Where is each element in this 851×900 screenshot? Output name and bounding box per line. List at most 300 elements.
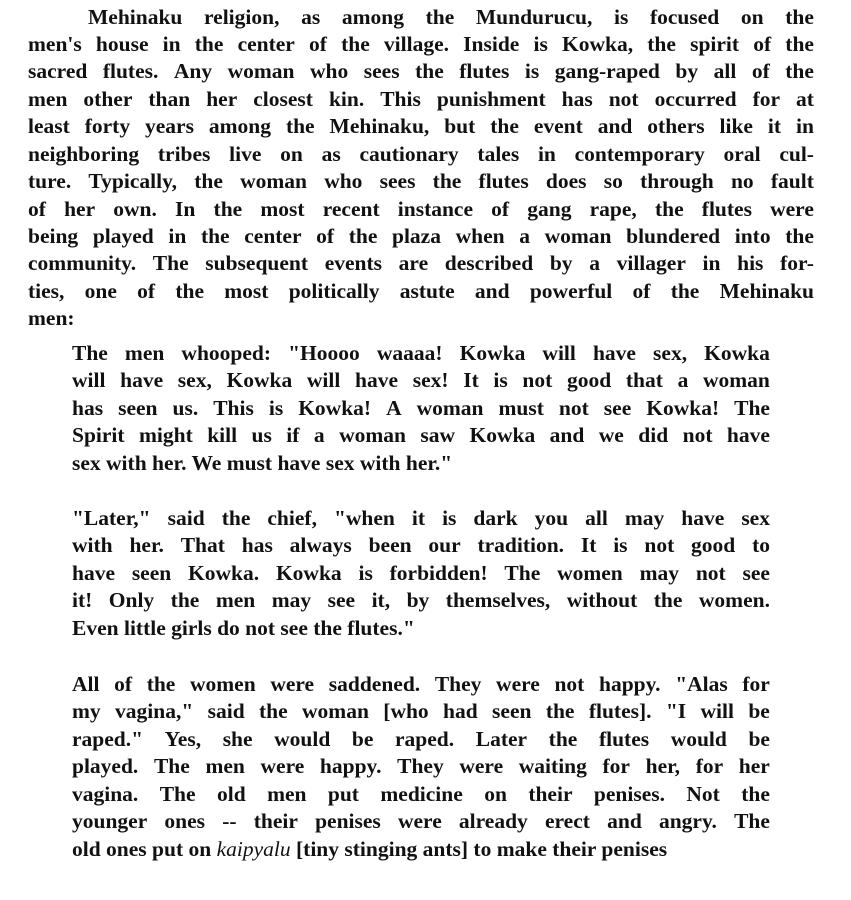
word: medicine — [380, 782, 463, 806]
word: us. — [172, 396, 199, 420]
text-line: men: — [28, 306, 75, 330]
text-line: Even little girls do not see the flutes." — [72, 616, 415, 640]
text-line-mixed — [72, 836, 770, 863]
word: happy. — [319, 754, 382, 778]
word: good — [566, 368, 612, 392]
word: ture. — [28, 169, 72, 193]
word: village. — [383, 32, 450, 56]
text-line — [28, 250, 814, 277]
word: of — [491, 197, 510, 221]
word: oral — [723, 142, 761, 166]
word: of — [751, 59, 770, 83]
word: men's — [28, 32, 82, 56]
word: a — [589, 251, 600, 275]
word: of — [28, 197, 46, 221]
word: have — [355, 368, 399, 392]
text-line — [72, 726, 770, 753]
word: Later — [475, 727, 528, 751]
word: described — [444, 251, 534, 275]
word: have — [681, 506, 725, 530]
word: younger — [72, 809, 148, 833]
text-line — [28, 141, 814, 168]
word: said — [207, 699, 245, 723]
word: flutes. — [102, 59, 159, 83]
text-line — [72, 422, 770, 449]
word: than — [148, 87, 191, 111]
word: their — [253, 809, 298, 833]
word: spirit — [690, 32, 740, 56]
word: always — [289, 533, 352, 557]
word: least — [28, 114, 70, 138]
word: flutes — [701, 197, 752, 221]
word: on — [484, 782, 507, 806]
word: in — [537, 142, 556, 166]
word: years — [145, 114, 194, 138]
word: in — [702, 251, 721, 275]
word: women — [190, 672, 256, 696]
word: when — [455, 224, 505, 248]
word: of — [316, 224, 335, 248]
word: religion, — [204, 5, 280, 29]
word: Spirit — [72, 423, 125, 447]
word: were — [397, 809, 442, 833]
word: Mehinaku — [719, 279, 814, 303]
word: will — [700, 699, 734, 723]
word: Mehinaku — [88, 5, 183, 29]
text-line — [72, 505, 770, 532]
word: penises — [315, 809, 381, 833]
word: Mundurucu, — [475, 5, 593, 29]
word: might — [139, 423, 193, 447]
word: sex! — [412, 368, 449, 392]
word: by — [406, 588, 430, 612]
text-line — [28, 113, 814, 140]
word: The — [153, 754, 190, 778]
word: is — [358, 561, 373, 585]
word: "when — [333, 506, 395, 530]
word: seen — [118, 396, 158, 420]
word: This — [213, 396, 254, 420]
word: the — [785, 32, 814, 56]
word: raped. — [395, 727, 455, 751]
word: not — [608, 87, 639, 111]
word: powerful — [529, 279, 613, 303]
word: a — [677, 368, 689, 392]
text-line — [28, 223, 814, 250]
word: The — [734, 809, 770, 833]
word: is — [614, 5, 629, 29]
word: on — [740, 5, 764, 29]
word: it — [767, 114, 782, 138]
word: will — [542, 341, 576, 365]
word: played — [92, 224, 154, 248]
word: saddened. — [328, 672, 421, 696]
word: The — [72, 341, 108, 365]
word: the — [785, 224, 814, 248]
word: center — [237, 32, 295, 56]
word: her — [738, 754, 770, 778]
word: had — [443, 699, 478, 723]
word: blundered — [626, 224, 721, 248]
word: my — [72, 699, 101, 723]
word: and — [597, 114, 633, 138]
word: of — [114, 672, 133, 696]
text-line — [72, 781, 770, 808]
word: the — [194, 169, 223, 193]
word: it! — [72, 588, 93, 612]
word: It — [580, 533, 597, 557]
text-line — [28, 86, 814, 113]
word: vagina. — [72, 782, 139, 806]
word: Typically, — [88, 169, 178, 193]
word: neighboring — [28, 142, 140, 166]
word: woman — [227, 59, 295, 83]
word: no — [730, 169, 754, 193]
word: other — [83, 87, 133, 111]
word: sees — [363, 59, 400, 83]
word: her — [206, 87, 238, 111]
word: may — [639, 561, 679, 585]
word: have — [72, 561, 115, 585]
word: at — [796, 87, 814, 111]
word: That — [180, 533, 225, 557]
word: are — [398, 251, 429, 275]
word: of — [753, 32, 772, 56]
word: women — [557, 561, 623, 585]
word: politically — [288, 279, 380, 303]
word: it — [411, 506, 426, 530]
word: They — [397, 754, 444, 778]
word: his — [737, 251, 764, 275]
word: she — [222, 727, 253, 751]
text-line — [72, 560, 770, 587]
word: been — [368, 533, 412, 557]
word: Only — [108, 588, 155, 612]
word: not — [682, 423, 713, 447]
word: us — [251, 423, 272, 447]
word: we — [598, 423, 624, 447]
text-line — [72, 367, 770, 394]
word: of — [309, 32, 327, 56]
word: gang-raped — [554, 59, 660, 83]
word: sex, — [653, 341, 688, 365]
word: community. — [28, 251, 137, 275]
word: the — [175, 279, 205, 303]
word: events — [324, 251, 383, 275]
word: of — [632, 279, 651, 303]
word: woman — [240, 169, 307, 193]
word: being — [28, 224, 79, 248]
word: Kowka — [459, 341, 526, 365]
word: men — [28, 87, 68, 111]
word: rape, — [589, 197, 637, 221]
word: woman — [416, 396, 484, 420]
word: the — [425, 5, 455, 29]
word: waaaa! — [376, 341, 443, 365]
word: were — [770, 197, 814, 221]
word: were — [459, 754, 504, 778]
word: who — [310, 59, 349, 83]
text-line — [72, 671, 770, 698]
word: tribes — [157, 142, 211, 166]
word: woman — [544, 224, 612, 248]
word: have — [120, 368, 164, 392]
word: see — [327, 588, 356, 612]
word: not — [644, 533, 675, 557]
word: the — [415, 59, 444, 83]
word: has — [241, 533, 273, 557]
word: one — [84, 279, 117, 303]
word: has — [561, 87, 593, 111]
word: gang — [527, 197, 572, 221]
word: must — [498, 396, 544, 420]
text-line — [72, 753, 770, 780]
word: [who — [383, 699, 429, 723]
word: the — [200, 224, 230, 248]
word: and — [474, 279, 510, 303]
word: all — [585, 506, 608, 530]
word: for- — [780, 251, 814, 275]
word: women. — [698, 588, 770, 612]
word: her, — [645, 754, 681, 778]
text-line — [72, 587, 770, 614]
word: in — [162, 32, 181, 56]
word: The — [734, 396, 770, 420]
word: have — [592, 341, 636, 365]
word: ties, — [28, 279, 65, 303]
word: happy. — [598, 672, 661, 696]
word: that — [625, 368, 663, 392]
word: as — [301, 5, 321, 29]
word: men — [215, 588, 256, 612]
word: is — [613, 533, 628, 557]
word: woman — [302, 699, 369, 723]
word: is — [493, 368, 508, 392]
word: astute — [399, 279, 455, 303]
word: may — [271, 588, 312, 612]
word: tales — [477, 142, 520, 166]
word: as — [321, 142, 341, 166]
word: The — [152, 251, 189, 275]
word: Kowka — [226, 368, 293, 392]
word: cul- — [779, 142, 814, 166]
word: be — [351, 727, 374, 751]
word: the — [785, 5, 814, 29]
word: the — [647, 32, 676, 56]
word: through — [640, 169, 714, 193]
word: the — [490, 114, 519, 138]
word: does — [545, 169, 587, 193]
word: Inside — [463, 32, 520, 56]
word: punishment — [436, 87, 546, 111]
word: flutes — [478, 169, 529, 193]
word: cautionary — [359, 142, 459, 166]
word: ones — [164, 809, 206, 833]
word: Not — [686, 782, 720, 806]
word: in — [795, 114, 814, 138]
word: men — [267, 782, 307, 806]
word: own. — [113, 197, 157, 221]
word: Kowka! — [646, 396, 720, 420]
word: raped." — [72, 727, 144, 751]
word: most — [260, 197, 305, 221]
word: her. — [129, 533, 164, 557]
word: the — [146, 672, 176, 696]
word: you — [534, 506, 569, 530]
word: seen — [131, 561, 172, 585]
word: played. — [72, 754, 139, 778]
word: forty — [84, 114, 131, 138]
word: waiting — [518, 754, 587, 778]
word: the — [170, 588, 200, 612]
word: have — [726, 423, 770, 447]
word: may — [624, 506, 665, 530]
word: This — [380, 87, 421, 111]
word: see — [742, 561, 770, 585]
word: is — [442, 506, 457, 530]
word: it, — [371, 588, 391, 612]
text-line: sex with her. We must have sex with her." — [72, 451, 453, 475]
word: flutes]. — [588, 699, 652, 723]
word: Yes, — [164, 727, 202, 751]
word: themselves, — [445, 588, 551, 612]
word: a — [313, 423, 325, 447]
word: has — [72, 396, 104, 420]
text-line — [72, 340, 770, 367]
word: the — [545, 699, 575, 723]
word: instance — [397, 197, 474, 221]
text-line — [72, 532, 770, 559]
word: Kowka. — [188, 561, 260, 585]
word: center — [244, 224, 302, 248]
text-line — [72, 698, 770, 725]
word: and — [607, 809, 642, 833]
word: others — [647, 114, 705, 138]
word: who — [324, 169, 363, 193]
word: occurred — [654, 87, 737, 111]
word: the — [259, 699, 288, 723]
word: sacred — [28, 59, 88, 83]
word: would — [274, 727, 331, 751]
word: chief, — [267, 506, 317, 530]
word: Kowka, — [562, 32, 634, 56]
word: They — [434, 672, 482, 696]
word: "Alas — [675, 672, 728, 696]
word: recent — [322, 197, 380, 221]
word: whooped: — [181, 341, 272, 365]
word: All — [72, 672, 100, 696]
word: said — [167, 506, 205, 530]
word: kin. — [328, 87, 365, 111]
word: were — [496, 672, 540, 696]
word: were — [270, 672, 315, 696]
word: not — [695, 561, 726, 585]
word: closest — [253, 87, 313, 111]
word: Any — [173, 59, 213, 83]
word: all — [713, 59, 737, 83]
text-line — [88, 4, 814, 31]
word: the — [741, 782, 770, 806]
word: house — [95, 32, 149, 56]
word: not — [522, 368, 553, 392]
word: is — [524, 59, 540, 83]
word: fault — [770, 169, 814, 193]
word: plaza — [392, 224, 441, 248]
word: the — [213, 197, 243, 221]
word: subsequent — [205, 251, 309, 275]
word: Kowka — [469, 423, 536, 447]
word: saw — [420, 423, 456, 447]
word: The — [159, 782, 196, 806]
word: woman — [339, 423, 406, 447]
word: the — [548, 727, 578, 751]
word: old — [216, 782, 246, 806]
word: erect — [544, 809, 590, 833]
word: Kowka — [275, 561, 342, 585]
word: but — [444, 114, 476, 138]
word: seen — [492, 699, 532, 723]
word: Kowka — [704, 341, 770, 365]
word: by — [675, 59, 699, 83]
word: The — [504, 561, 541, 585]
word: were — [260, 754, 305, 778]
word: flutes — [598, 727, 650, 751]
word: "Hoooo — [288, 341, 360, 365]
word: woman — [702, 368, 770, 392]
word: our — [428, 533, 461, 557]
word: focused — [649, 5, 720, 29]
word: Mehinaku, — [329, 114, 430, 138]
word: into — [734, 224, 771, 248]
word: good — [691, 533, 736, 557]
word: tradition. — [477, 533, 565, 557]
text-line — [28, 278, 814, 305]
word: and — [549, 423, 585, 447]
word: It — [463, 368, 479, 392]
word: kill — [207, 423, 238, 447]
text-segment: old ones put on — [72, 837, 217, 861]
word: villager — [616, 251, 686, 275]
word: for — [602, 754, 630, 778]
word: their — [528, 782, 573, 806]
word: would — [670, 727, 727, 751]
word: to — [752, 533, 770, 557]
word: so — [603, 169, 623, 193]
word: sex, — [177, 368, 212, 392]
word: the — [285, 114, 315, 138]
word: is — [268, 396, 284, 420]
word: on — [280, 142, 303, 166]
word: of — [137, 279, 156, 303]
word: the — [348, 224, 378, 248]
word: the — [221, 506, 251, 530]
word: will — [72, 368, 106, 392]
word: not — [554, 672, 585, 696]
word: Kowka! — [298, 396, 372, 420]
word: the — [653, 588, 683, 612]
word: -- — [222, 809, 237, 833]
word: in — [168, 224, 187, 248]
word: among — [341, 5, 404, 29]
word: put — [327, 782, 359, 806]
text-line — [28, 31, 814, 58]
word: her — [64, 197, 96, 221]
word: by — [549, 251, 573, 275]
word: sees — [379, 169, 416, 193]
word: the — [670, 279, 700, 303]
text-segment: [tiny stinging ants] to make their penises — [290, 837, 668, 861]
word: not — [558, 396, 589, 420]
